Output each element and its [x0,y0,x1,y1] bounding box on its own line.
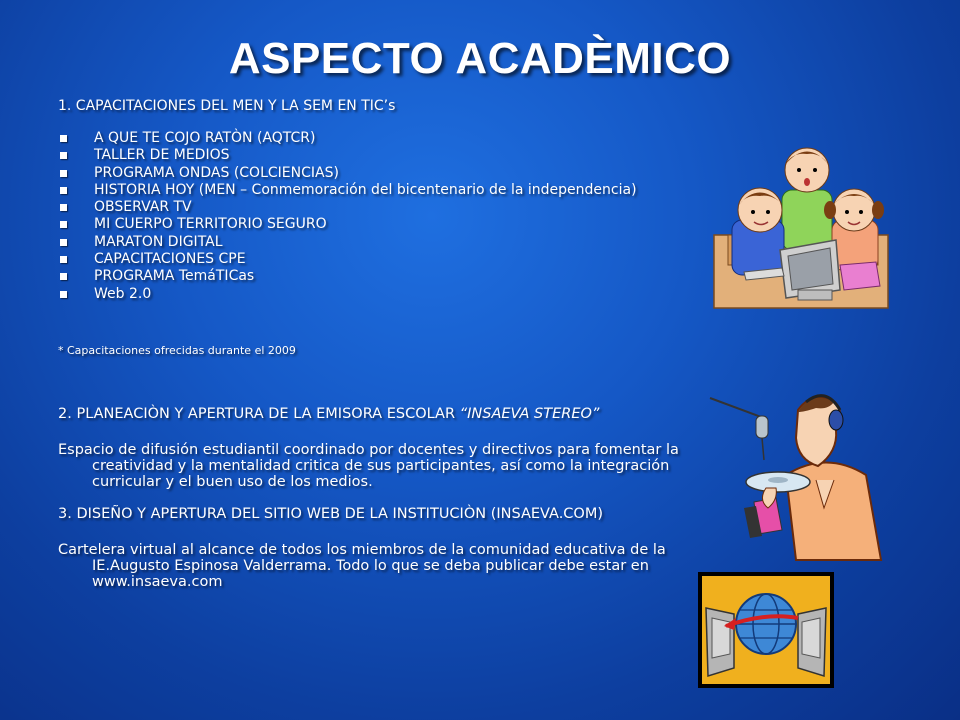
square-bullet-icon [60,291,67,298]
square-bullet-icon [60,152,67,159]
section3-body: Cartelera virtual al alcance de todos los miembros de la comunidad educativa de la IE.Augusto Espinosa Valderrama. Todo lo que se deba publicar debe estar en www.insaeva.com [58,542,666,590]
square-bullet-icon [60,135,67,142]
radio-dj-image [706,390,886,562]
square-bullet-icon [60,239,67,246]
square-bullet-icon [60,204,67,211]
list-item: PROGRAMA ONDAS (COLCIENCIAS) [58,165,637,182]
section1-heading: 1. CAPACITACIONES DEL MEN Y LA SEM EN TIC’s [58,98,396,114]
page-title: ASPECTO ACADÈMICO [228,34,732,83]
square-bullet-icon [60,221,67,228]
children-computer-image [712,140,892,310]
square-bullet-icon [60,273,67,280]
square-bullet-icon [60,187,67,194]
list-item: Web 2.0 [58,286,637,303]
list-item: MARATON DIGITAL [58,234,637,251]
network-computers-image [698,572,834,688]
section3-heading: 3. DISEÑO Y APERTURA DEL SITIO WEB DE LA INSTITUCIÒN (INSAEVA.COM) [58,506,604,522]
list-item: CAPACITACIONES CPE [58,251,637,268]
footnote: * Capacitaciones ofrecidas durante el 2009 [58,344,296,357]
list-item: MI CUERPO TERRITORIO SEGURO [58,216,637,233]
section2-heading: 2. PLANEACIÒN Y APERTURA DE LA EMISORA ESCOLAR “INSAEVA STEREO” [58,406,600,422]
square-bullet-icon [60,170,67,177]
section2-body: Espacio de difusión estudiantil coordinado por docentes y directivos para fomentar la creatividad y la mentalidad critica de sus participantes, así como la integración curricular y el buen uso de los medios. [58,442,679,490]
list-item: A QUE TE COJO RATÒN (AQTCR) [58,130,637,147]
list-item: HISTORIA HOY (MEN – Conmemoración del bicentenario de la independencia) [58,182,637,199]
list-item: OBSERVAR TV [58,199,637,216]
list-item: PROGRAMA TemáTICas [58,268,637,285]
training-list [58,130,637,303]
square-bullet-icon [60,256,67,263]
list-item: TALLER DE MEDIOS [58,147,637,164]
